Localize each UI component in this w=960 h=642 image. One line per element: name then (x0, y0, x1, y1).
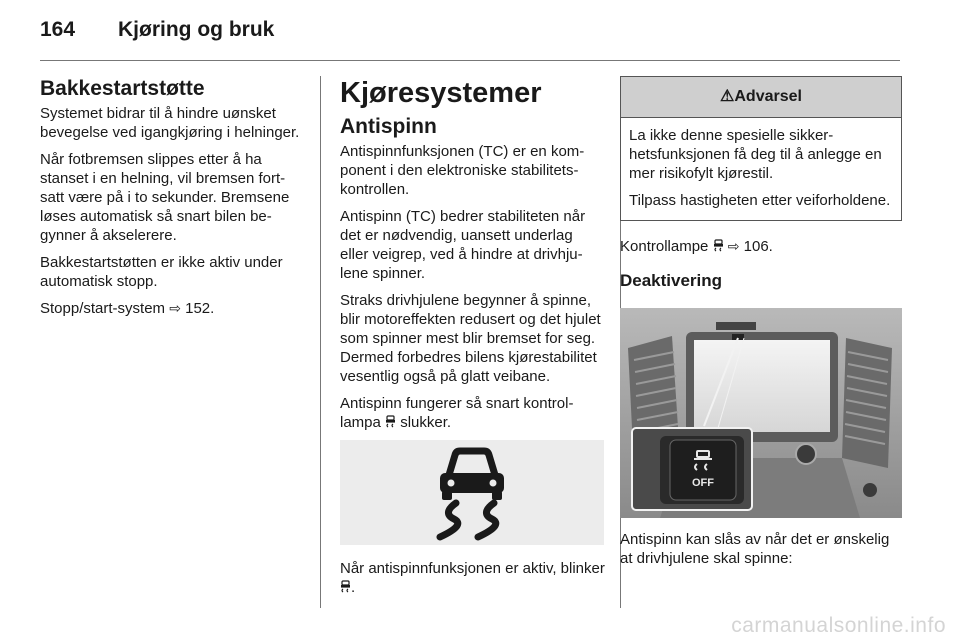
section-heading: Antispinn (340, 115, 437, 138)
paragraph: Antispinn (TC) bedrer stabiliteten når det er nødvendig, uansett underlag eller veigrep, ved å hindre at drivhjulene spinner. (340, 208, 586, 282)
arrow-reference-icon: ⇨ (727, 238, 740, 254)
paragraph: Når fotbremsen slippes etter å ha stanset i en helning, vil bremsen fortsatt være på i to sekunder. Bremsene løses automatisk så snart bilen begynner å akselerere. (40, 151, 290, 244)
traction-control-icon (422, 445, 522, 541)
paragraph (620, 237, 902, 256)
header-rule (40, 60, 900, 61)
column-divider (320, 76, 321, 608)
warning-title: Advarsel (734, 88, 802, 105)
paragraph: Antispinnfunksjonen (TC) er en komponent i den elektroniske stabilitetskontrollen. (340, 143, 585, 198)
cross-reference-text: Stopp/start-system (40, 300, 166, 317)
paragraph: Tilpass hastigheten etter veiforholdene. (629, 192, 891, 209)
running-header: Kjøring og bruk (118, 18, 275, 41)
paragraph-text: slukker. (400, 414, 452, 431)
section-heading: Bakkestartstøtte (40, 77, 205, 100)
paragraph-text: Kontrollampe (620, 238, 709, 255)
dashboard-photo (620, 308, 902, 518)
section-heading: Deaktivering (620, 271, 723, 290)
page-reference[interactable]: 106. (743, 238, 773, 255)
paragraph (40, 299, 304, 318)
page-reference[interactable]: 152. (185, 300, 215, 317)
dashboard-button-photo (620, 308, 902, 518)
column-middle (340, 76, 605, 605)
warning-box (620, 76, 902, 221)
paragraph-text: . (351, 579, 356, 596)
chapter-heading: Kjøresystemer (340, 77, 542, 109)
paragraph: Systemet bidrar til å hindre uønsket bevegelse ved igangkjøring i helninger. (40, 105, 300, 141)
watermark: carmanualsonline.info (731, 614, 946, 637)
warning-triangle-icon: ⚠ (720, 88, 735, 105)
paragraph: Antispinn kan slås av når det er ønskelig at drivhjulene skal spinne: (620, 531, 890, 567)
column-right (620, 76, 902, 576)
paragraph (340, 559, 605, 597)
paragraph-text: Når antispinnfunksjonen er aktiv, blinker (340, 560, 605, 577)
traction-control-icon (713, 239, 724, 252)
paragraph-text: Antispinn fungerer så snart kontrollampa (340, 395, 574, 431)
paragraph: La ikke denne spesielle sikkerhetsfunksjonen få deg til å anlegge en mer risikofylt kjørestil. (629, 127, 882, 182)
paragraph (340, 394, 605, 432)
traction-control-icon (385, 415, 396, 428)
warning-header (621, 77, 901, 118)
column-left (40, 76, 304, 326)
traction-control-illustration (340, 440, 604, 545)
off-button-label: OFF (692, 477, 714, 489)
traction-control-icon (340, 580, 351, 593)
warning-body (621, 118, 901, 220)
arrow-reference-icon: ⇨ (169, 300, 181, 316)
paragraph: Bakkestartstøtten er ikke aktiv under automatisk stopp. (40, 254, 283, 290)
page-number: 164 (40, 18, 76, 41)
paragraph: Straks drivhjulene begynner å spinne, blir motoreffekten redusert og det hjulet som spinner mest blir bremset for seg. Dermed forbedres bilens kjørestabilitet vesentlig også på glatt veibane. (340, 292, 601, 385)
